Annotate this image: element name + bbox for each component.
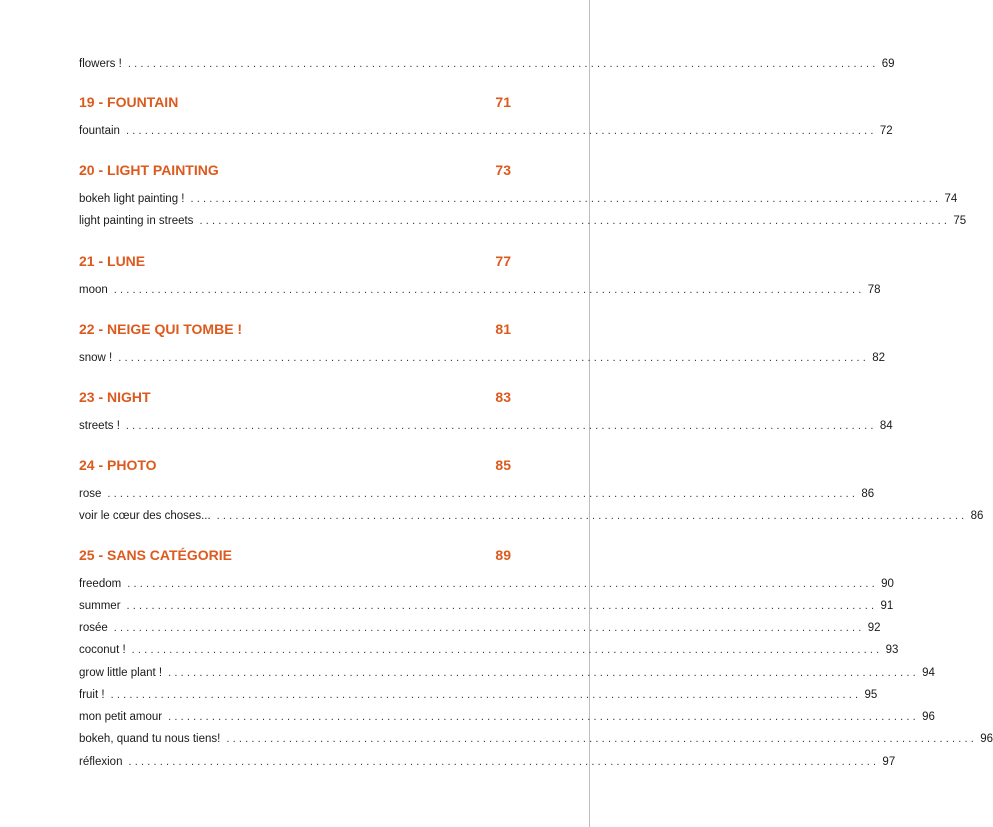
toc-entry[interactable] — [79, 731, 993, 747]
toc-entry-page: 95 — [864, 689, 878, 701]
chapter-page: 83 — [495, 389, 511, 405]
chapter-title: 21 - LUNE — [79, 253, 146, 269]
toc-entry[interactable] — [79, 709, 935, 725]
toc-entry-title: grow little plant ! — [79, 667, 163, 679]
toc-chapter-heading[interactable] — [79, 319, 511, 339]
toc-entry-title: snow ! — [79, 352, 113, 364]
toc-entry-page: 90 — [881, 578, 894, 590]
toc-chapter-heading[interactable] — [79, 545, 511, 565]
toc-entry[interactable] — [79, 620, 881, 636]
toc-entry-page: 94 — [922, 667, 935, 679]
toc-entry[interactable] — [79, 418, 893, 434]
toc-chapter-heading[interactable] — [79, 160, 511, 180]
dot-leader: ........................................................................................................................ — [113, 622, 865, 634]
chapter-page: 85 — [495, 457, 511, 473]
toc-entry-page: 78 — [867, 284, 881, 296]
dot-leader: ........................................................................................................................ — [168, 711, 919, 723]
toc-entry-title: light painting in streets — [79, 215, 194, 227]
toc-entry-title: mon petit amour — [79, 711, 163, 723]
toc-entry-page: 74 — [944, 193, 958, 205]
dot-leader: ........................................................................................................................ — [127, 578, 878, 590]
toc-entry-title: bokeh light painting ! — [79, 193, 185, 205]
chapter-page: 71 — [495, 94, 511, 110]
dot-leader: ........................................................................................................................ — [125, 420, 877, 432]
toc-entry-page: 72 — [879, 125, 893, 137]
chapter-page: 73 — [495, 162, 511, 178]
dot-leader: ........................................................................................................................ — [113, 284, 865, 296]
toc-entry-page: 97 — [882, 756, 896, 768]
toc-entry-page: 82 — [872, 352, 885, 364]
toc-entry-title: freedom — [79, 578, 122, 590]
chapter-title: 24 - PHOTO — [79, 457, 157, 473]
toc-entry-page: 92 — [867, 622, 881, 634]
chapter-title: 25 - SANS CATÉGORIE — [79, 547, 232, 563]
dot-leader: ........................................................................................................................ — [110, 689, 862, 701]
toc-entry[interactable] — [79, 191, 958, 207]
toc-chapter-heading[interactable] — [79, 455, 511, 475]
toc-entry[interactable] — [79, 350, 885, 366]
chapter-page: 81 — [495, 321, 511, 337]
chapter-title: 23 - NIGHT — [79, 389, 151, 405]
toc-chapter-heading[interactable] — [79, 92, 511, 112]
toc-entry[interactable] — [79, 56, 895, 72]
dot-leader: ........................................................................................................................ — [216, 510, 968, 522]
toc-entry-title: rose — [79, 488, 102, 500]
toc-entry-page: 93 — [885, 644, 899, 656]
toc-entry[interactable] — [79, 213, 967, 229]
toc-entry-page: 96 — [922, 711, 935, 723]
chapter-page: 89 — [495, 547, 511, 563]
toc-entry[interactable] — [79, 754, 896, 770]
toc-entry[interactable] — [79, 508, 984, 524]
toc-chapter-heading[interactable] — [79, 251, 511, 271]
chapter-page: 77 — [495, 253, 511, 269]
toc-entry-title: fountain — [79, 125, 120, 137]
dot-leader: ........................................................................................................................ — [128, 756, 880, 768]
dot-leader: ........................................................................................................................ — [107, 488, 859, 500]
toc-entry-title: streets ! — [79, 420, 120, 432]
chapter-title: 20 - LIGHT PAINTING — [79, 162, 219, 178]
chapter-title: 19 - FOUNTAIN — [79, 94, 179, 110]
toc-entry-title: rosée — [79, 622, 108, 634]
chapter-title: 22 - NEIGE QUI TOMBE ! — [79, 321, 243, 337]
dot-leader: ........................................................................................................................ — [118, 352, 869, 364]
toc-entry-title: moon — [79, 284, 108, 296]
toc-entry[interactable] — [79, 123, 893, 139]
toc-chapter-heading[interactable] — [79, 387, 511, 407]
toc-entry-page: 96 — [980, 733, 993, 745]
dot-leader: ........................................................................................................................ — [190, 193, 942, 205]
toc-entry-title: summer — [79, 600, 121, 612]
dot-leader: ........................................................................................................................ — [199, 215, 951, 227]
toc-entry-title: réflexion — [79, 756, 123, 768]
dot-leader: ........................................................................................................................ — [127, 58, 879, 70]
dot-leader: ........................................................................................................................ — [226, 733, 978, 745]
dot-leader: ........................................................................................................................ — [168, 667, 919, 679]
toc-entry-title: voir le cœur des choses... — [79, 510, 211, 522]
toc-entry-page: 86 — [970, 510, 984, 522]
toc-entry-title: coconut ! — [79, 644, 126, 656]
toc-entry[interactable] — [79, 665, 935, 681]
toc-entry[interactable] — [79, 687, 878, 703]
toc-entry-title: flowers ! — [79, 58, 122, 70]
toc-entry[interactable] — [79, 282, 881, 298]
dot-leader: ........................................................................................................................ — [125, 125, 877, 137]
toc-entry[interactable] — [79, 642, 899, 658]
toc-entry-page: 91 — [880, 600, 894, 612]
toc-entry[interactable] — [79, 576, 894, 592]
toc-entry-page: 84 — [879, 420, 893, 432]
dot-leader: ........................................................................................................................ — [126, 600, 878, 612]
toc-entry[interactable] — [79, 598, 894, 614]
dot-leader: ........................................................................................................................ — [131, 644, 883, 656]
toc-entry-title: fruit ! — [79, 689, 105, 701]
toc-entry[interactable] — [79, 486, 875, 502]
toc-entry-page: 75 — [953, 215, 967, 227]
toc-entry-page: 69 — [881, 58, 895, 70]
toc-entry-page: 86 — [861, 488, 875, 500]
toc-entry-title: bokeh, quand tu nous tiens! — [79, 733, 221, 745]
